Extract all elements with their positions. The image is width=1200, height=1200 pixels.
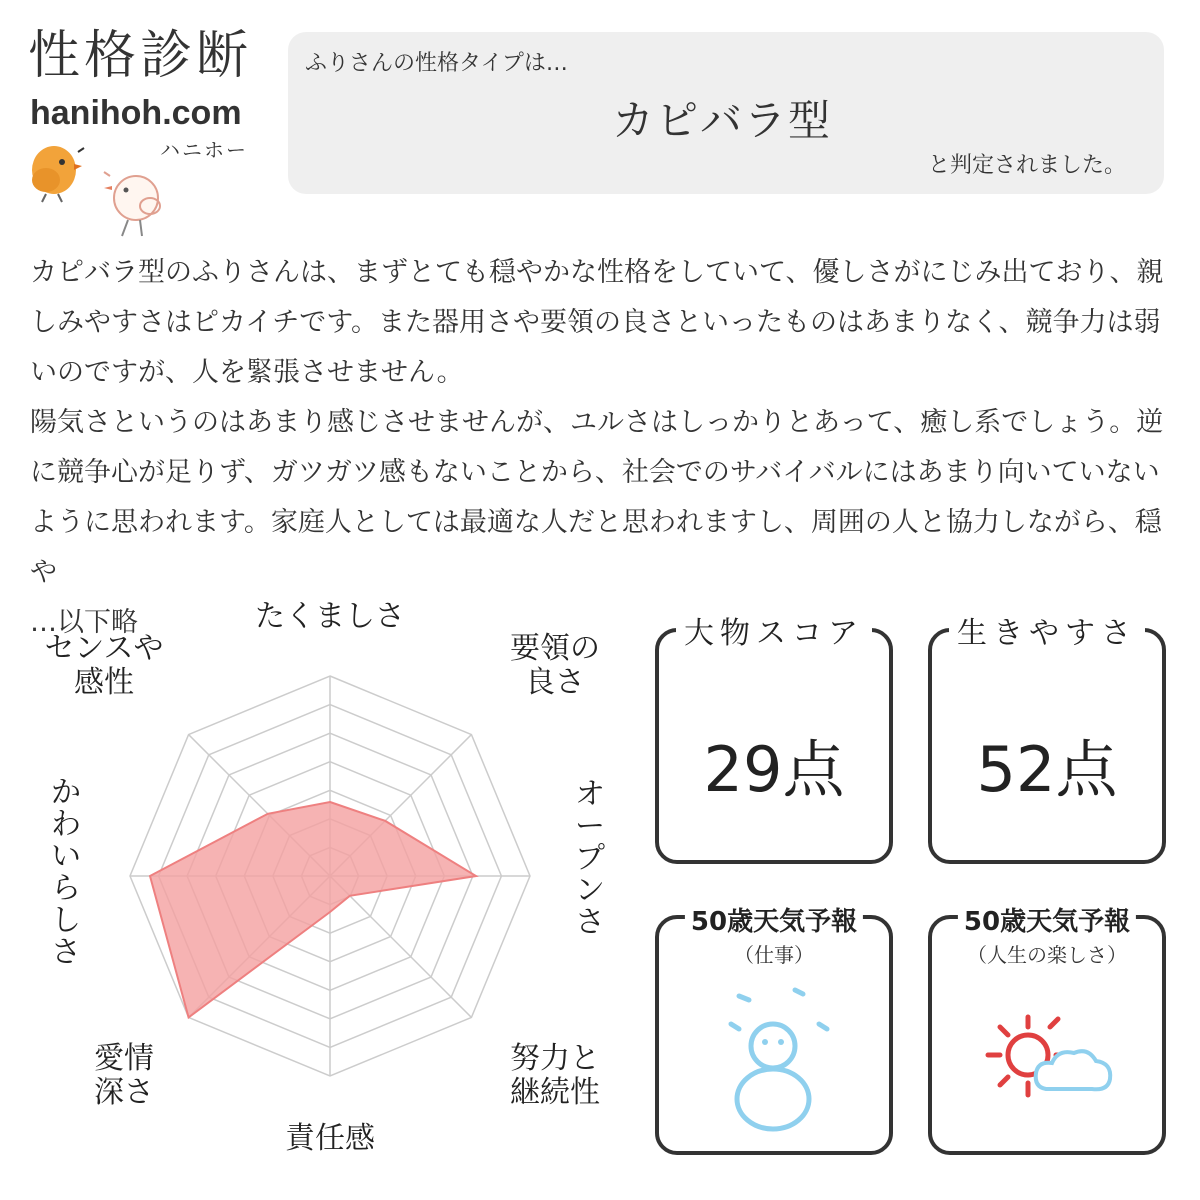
radar-axis-label-line: ン	[575, 873, 605, 908]
radar-axis-label-line: 良さ	[525, 665, 585, 700]
radar-axis-label	[44, 631, 163, 700]
life-forecast-title: 50歳天気予報	[958, 901, 1136, 938]
ease-score-label: 生きやすさ	[949, 608, 1145, 652]
radar-axis-label-line: 継続性	[510, 1075, 600, 1110]
radar-axis-label-line: プ	[575, 841, 605, 876]
radar-axis-label-line: ー	[575, 809, 605, 844]
life-forecast-card	[928, 907, 1166, 1155]
radar-axis-label	[94, 1041, 154, 1110]
big-score-value: 29点	[703, 733, 845, 806]
radar-axis-label-line: さ	[575, 905, 605, 940]
life-forecast-subtitle: （人生の楽しさ）	[967, 943, 1127, 967]
radar-axis-line	[330, 876, 471, 1017]
radar-axis-label	[575, 777, 605, 940]
radar-axis-label-line: 責任感	[285, 1121, 375, 1156]
work-forecast-card	[655, 907, 893, 1155]
radar-axis-label	[510, 631, 600, 700]
work-forecast-subtitle: （仕事）	[734, 943, 814, 967]
radar-axis-label-line: センスや	[44, 631, 164, 666]
chick-mascot-icon	[24, 140, 174, 240]
radar-axis-label-line: 要領の	[510, 631, 600, 666]
radar-axis-label	[255, 599, 405, 634]
description-paragraph: カピバラ型のふりさんは、まずとても穏やかな性格をしていて、優しさがにじみ出ており、親しみやすさはピカイチです。また器用さや要領の良さといったものはあまりなく、競争力は弱いのですが、人を緊張させません。	[30, 257, 1164, 388]
sun-cloud-icon	[976, 999, 1126, 1119]
radar-axis-label	[285, 1121, 375, 1156]
ease-score-card	[928, 616, 1166, 864]
result-lead-text: ふりさんの性格タイプは…	[305, 51, 568, 76]
radar-axis-label-line: たくましさ	[255, 599, 405, 634]
big-score-label: 大物スコア	[676, 608, 872, 652]
radar-axis-label-line: ら	[51, 871, 81, 906]
work-forecast-title: 50歳天気予報	[685, 901, 863, 938]
brand-domain[interactable]: hanihoh.com	[30, 94, 242, 132]
personality-type: カピバラ型	[612, 96, 833, 145]
radar-axis-label-line: 愛情	[94, 1041, 154, 1076]
radar-axis-label-line: オ	[575, 777, 605, 812]
radar-axis-label-line: さ	[51, 935, 81, 970]
radar-axis-label-line: か	[51, 775, 81, 810]
brand-subtitle: ハニホー	[160, 138, 248, 162]
radar-axis-label	[510, 1041, 600, 1110]
radar-axis-label	[51, 775, 81, 970]
radar-axis-label-line: し	[51, 903, 81, 938]
snowman-icon	[709, 984, 849, 1134]
big-score-card	[655, 616, 893, 864]
radar-axis-label-line: わ	[51, 807, 81, 842]
description-paragraph: 陽気さというのはあまり感じさせませんが、ユルさはしっかりとあって、癒し系でしょう。逆に競争心が足りず、ガツガツ感もないことから、社会でのサバイバルにはあまり向いていないように思われます。家庭人としては最適な人だと思われますし、周囲の人と協力しながら、穏や	[30, 407, 1164, 588]
result-tail-text: と判定されました。	[928, 153, 1127, 178]
radar-axis-label-line: 感性	[74, 665, 134, 700]
ease-score-value: 52点	[976, 733, 1118, 806]
radar-axis-label-line: い	[51, 839, 81, 874]
radar-axis-label-line: 深さ	[94, 1075, 154, 1110]
personality-radar-chart	[0, 596, 650, 1196]
brand-title: 性格診断	[28, 26, 253, 86]
personality-description	[30, 248, 1170, 648]
radar-axis-label-line: 努力と	[510, 1041, 600, 1076]
description-ellipsis: …以下略	[30, 607, 138, 638]
